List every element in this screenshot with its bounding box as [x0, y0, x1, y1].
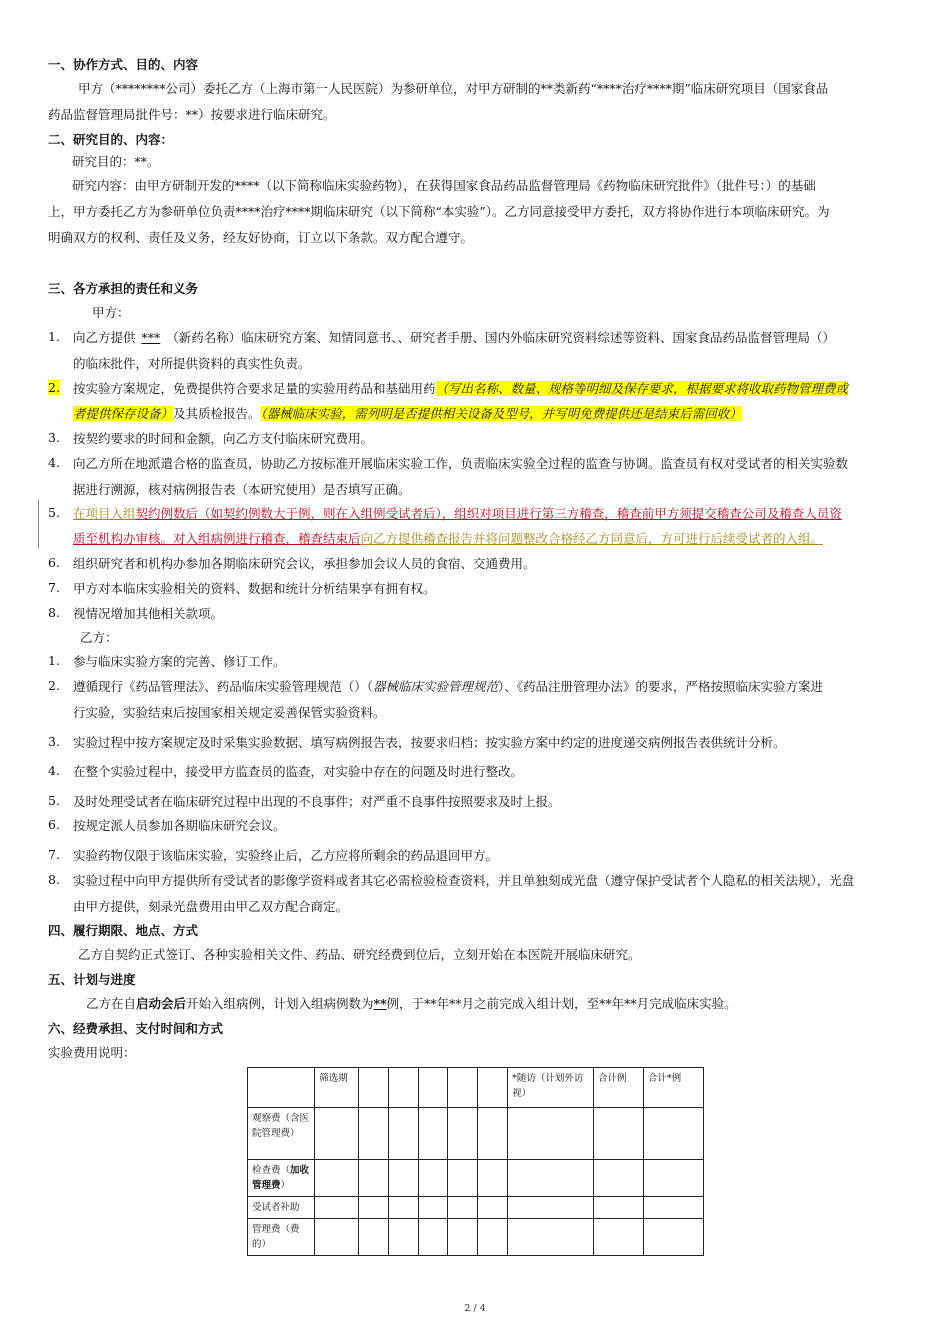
research-content-line: 明确双方的权利、责任及义务，经友好协商，订立以下条款。双方配合遵守。 — [48, 230, 474, 245]
revision-bar — [38, 500, 39, 548]
table-row — [248, 1219, 704, 1256]
section-5-heading: 五、计划与进度 — [48, 972, 136, 987]
section-3-heading: 三、各方承担的责任和义务 — [48, 281, 199, 296]
party-a-item-4: 向乙方所在地派遣合格的监查员，协助乙方按标准开展临床实验工作，负责临床实验全过程的监查与协调。监查员有权对受试者的相关实验数 — [73, 456, 849, 471]
list-number: 5. — [48, 793, 60, 808]
party-a-item-2-cont: 者提供保存设备）及其质检报告。（器械临床实验，需列明是否提供相关设备及型号，并写明免费提供还是结束后需回收） — [73, 406, 742, 421]
section-6-heading: 六、经费承担、支付时间和方式 — [48, 1021, 224, 1036]
party-b-item-3: 实验过程中按方案规定及时采集实验数据、填写病例报告表，按要求归档；按实验方案中约定的进度递交病例报告表供统计分析。 — [73, 735, 786, 750]
list-number: 1. — [48, 653, 60, 668]
list-number: 2. — [48, 678, 60, 693]
list-number: 8. — [48, 872, 60, 887]
table-row — [248, 1068, 704, 1108]
party-b-item-6: 按规定派人员参加各期临床研究会议。 — [73, 818, 286, 833]
table-row — [248, 1197, 704, 1219]
table-cell — [359, 1068, 389, 1108]
party-b-item-2: 遵循现行《药品管理法》、药品临床实验管理规范（）（器械临床实验管理规范）、《药品注册管理办法》的要求，严格按照临床实验方案进 — [73, 679, 824, 694]
section-2-heading: 二、研究目的、内容： — [48, 132, 174, 147]
party-a-item-6: 组织研究者和机构办参加各期临床研究会议，承担参加会议人员的食宿、交通费用。 — [73, 556, 536, 571]
table-row-label: 观察费（含医院管理费） — [248, 1108, 315, 1160]
research-aim: 研究目的：**。 — [72, 154, 160, 169]
party-b-item-5: 及时处理受试者在临床研究过程中出现的不良事件；对严重不良事件按照要求及时上报。 — [73, 794, 561, 809]
section-5-paragraph: 乙方在自启动会后开始入组病例，计划入组病例数为**例，于**年**月之前完成入组计划，至**年**月完成临床实验。 — [86, 996, 737, 1011]
party-a-item-5: 在项目入组契约例数后（如契约例数大于例，则在入组例受试者后），组织对项目进行第三方稽查，稽查前甲方须提交稽查公司及稽查人员资 — [73, 506, 842, 521]
table-cell — [248, 1068, 315, 1108]
section-1-heading: 一、协作方式、目的、内容 — [48, 57, 199, 72]
research-content-line: 上，甲方委托乙方为参研单位负责****治疗****期临床研究（以下简称“本实验”）。乙方同意接受甲方委托，双方将协作进行本项临床研究。为 — [48, 204, 830, 219]
party-a-item-4-cont: 据进行溯源，核对病例报告表（本研究使用）是否填写正确。 — [73, 482, 411, 497]
party-a-item-5-cont: 质至机构办审核。对入组病例进行稽查，稽查结束后向乙方提供稽查报告并将问题整改合格经乙方同意后，方可进行后续受试者的入组。 — [73, 531, 824, 546]
list-number: 5. — [48, 505, 60, 520]
party-b-label: 乙方： — [80, 630, 118, 645]
section-1-paragraph-line: 甲方（********公司）委托乙方（上海市第一人民医院）为参研单位，对甲方研制的**类新药“****治疗****期”临床研究项目（国家食品 — [78, 81, 829, 96]
party-b-item-8: 实验过程中向甲方提供所有受试者的影像学资料或者其它必需检验检查资料，并且单独刻成光盘（遵守保护受试者个人隐私的相关法规），光盘 — [73, 873, 855, 888]
list-number: 3. — [48, 734, 60, 749]
table-row-label: 受试者补助 — [248, 1197, 315, 1219]
party-a-item-7: 甲方对本临床实验相关的资料、数据和统计分析结果享有拥有权。 — [73, 581, 436, 596]
table-row — [248, 1160, 704, 1197]
list-number: 4. — [48, 455, 60, 470]
table-cell — [477, 1068, 507, 1108]
party-b-item-7: 实验药物仅限于该临床实验，实验终止后，乙方应将所剩余的药品退回甲方。 — [73, 848, 499, 863]
list-number: 2. — [48, 380, 60, 395]
party-b-item-4: 在整个实验过程中，接受甲方监查员的监查，对实验中存在的问题及时进行整改。 — [73, 764, 524, 779]
fee-table — [247, 1067, 704, 1256]
party-a-item-8: 视情况增加其他相关款项。 — [73, 606, 224, 621]
table-header-cell: 合计*例 — [643, 1068, 703, 1108]
fee-description-label: 实验费用说明： — [48, 1045, 136, 1060]
list-number: 6. — [48, 817, 60, 832]
section-4-paragraph: 乙方自契约正式签订、各种实验相关文件、药品、研究经费到位后，立刻开始在本医院开展临床研究。 — [78, 947, 641, 962]
table-header-cell: 筛选期 — [315, 1068, 359, 1108]
table-cell — [388, 1068, 418, 1108]
table-row — [248, 1108, 704, 1160]
party-b-item-8-cont: 由甲方提供，刻录光盘费用由甲乙双方配合商定。 — [73, 899, 349, 914]
party-a-label: 甲方： — [92, 305, 130, 320]
party-a-item-2: 按实验方案规定，免费提供符合要求足量的实验用药品和基础用药（写出名称、数量、规格等明细及保存要求，根据要求将收取药物管理费或 — [73, 381, 849, 396]
list-number: 8. — [48, 605, 60, 620]
section-4-heading: 四、履行期限、地点、方式 — [48, 923, 199, 938]
table-row-label: 检查费（加收管理费） — [248, 1160, 315, 1197]
list-number: 7. — [48, 847, 60, 862]
list-number: 4. — [48, 763, 60, 778]
table-row-label: 管理费（费的） — [248, 1219, 315, 1256]
table-header-cell: 合计例 — [594, 1068, 644, 1108]
party-a-item-3: 按契约要求的时间和金额，向乙方支付临床研究费用。 — [73, 431, 374, 446]
party-b-item-1: 参与临床实验方案的完善、修订工作。 — [73, 654, 286, 669]
list-number: 1. — [48, 329, 60, 344]
party-a-item-1-cont: 的临床批件，对所提供资料的真实性负责。 — [73, 356, 311, 371]
party-a-item-1: 向乙方提供 *** （新药名称）临床研究方案、知情同意书、、研究者手册、国内外临床研究资料综述等资料、国家食品药品监督管理局（） — [73, 330, 836, 345]
party-b-item-2-cont: 行实验，实验结束后按国家相关规定妥善保管实验资料。 — [73, 705, 386, 720]
table-cell — [448, 1068, 478, 1108]
page-number: 2 / 4 — [464, 1303, 486, 1314]
list-number: 6. — [48, 555, 60, 570]
list-number: 3. — [48, 430, 60, 445]
research-content-line: 研究内容：由甲方研制开发的****（以下简称临床实验药物），在获得国家食品药品监督管理局《药物临床研究批件》（批件号：）的基础 — [72, 178, 816, 193]
table-header-cell: *随访（计划外访视） — [508, 1068, 594, 1108]
table-cell — [418, 1068, 448, 1108]
section-1-paragraph-line: 药品监督管理局批件号：**）按要求进行临床研究。 — [48, 107, 336, 122]
list-number: 7. — [48, 580, 60, 595]
